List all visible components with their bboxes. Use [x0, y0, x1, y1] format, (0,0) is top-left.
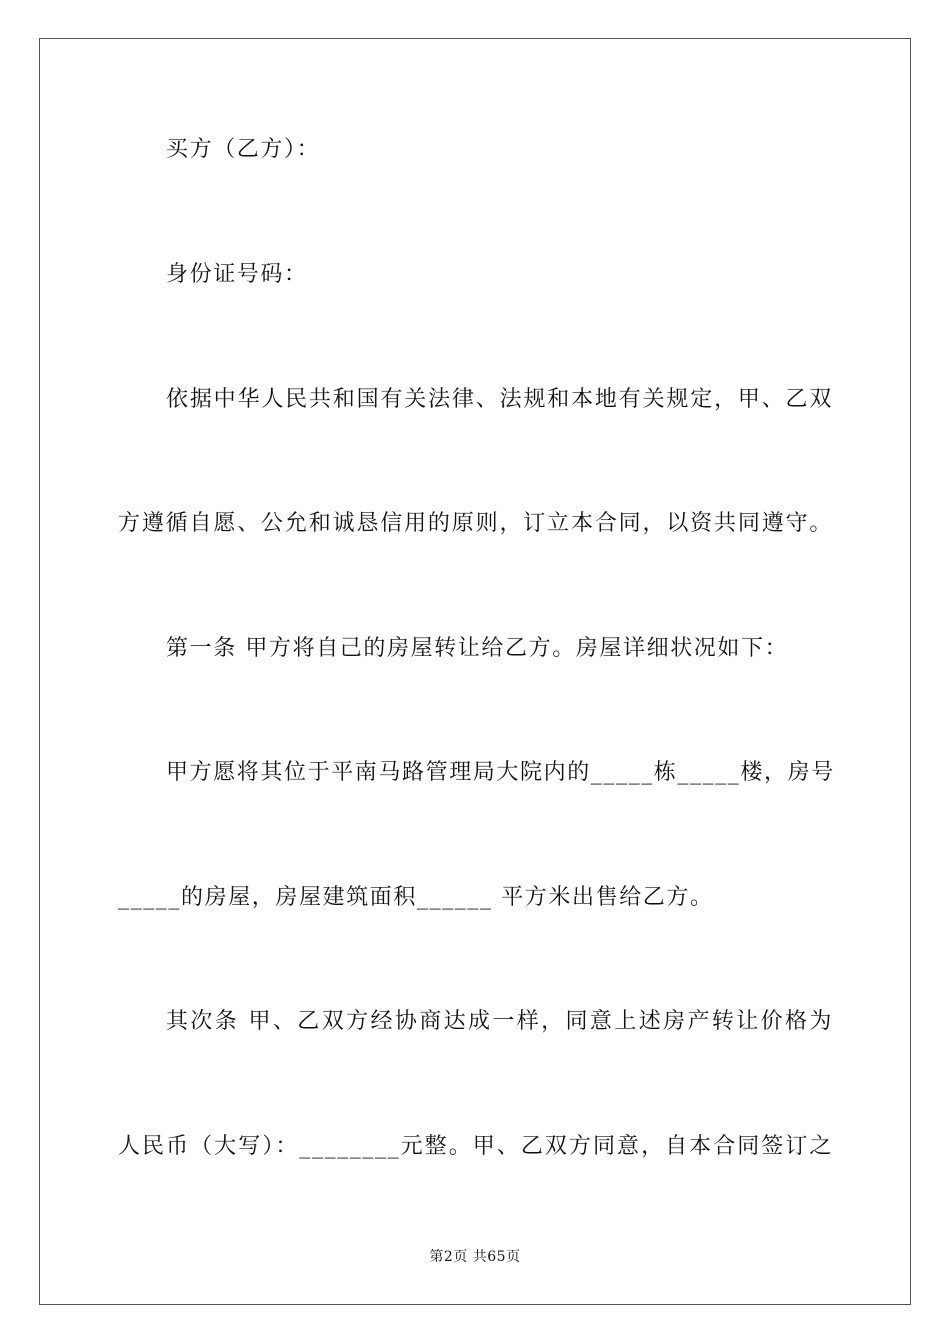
page-frame	[39, 38, 911, 1305]
article-2-line-2: 人民币（大写）：________元整。甲、乙双方同意，自本合同签订之	[118, 1134, 833, 1159]
article-1-line-2: _____的房屋，房屋建筑面积______ 平方米出售给乙方。	[118, 885, 714, 910]
id-number-label: 身份证号码：	[166, 262, 308, 287]
page-number-footer: 第2页 共65页	[429, 1249, 521, 1265]
article-2-line-1: 其次条 甲、乙双方经协商达成一样，同意上述房产转让价格为	[166, 1009, 833, 1034]
article-1-heading: 第一条 甲方将自己的房屋转让给乙方。房屋详细状况如下：	[166, 636, 789, 661]
preamble-line-2: 方遵循自愿、公允和诚恳信用的原则，订立本合同，以资共同遵守。	[118, 511, 833, 536]
preamble-line-1: 依据中华人民共和国有关法律、法规和本地有关规定，甲、乙双	[166, 387, 833, 412]
buyer-label: 买方（乙方）：	[166, 137, 321, 162]
article-1-line-1: 甲方愿将其位于平南马路管理局大院内的_____栋_____楼，房号	[166, 760, 835, 785]
